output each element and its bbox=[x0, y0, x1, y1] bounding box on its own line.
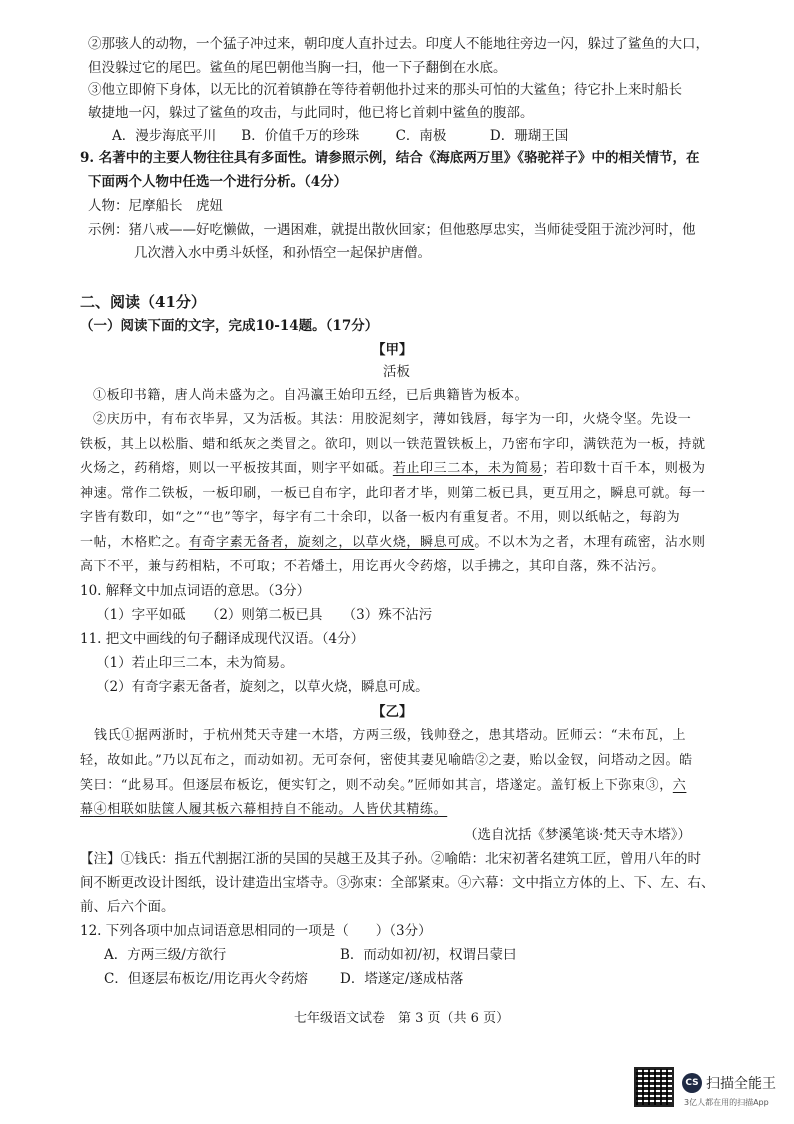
jia-line-5: 神速。常作二铁板，一板印刷，一板已自布字，此印者才毕，则第二板已具，更互用之，瞬息可就。每一 bbox=[80, 486, 706, 501]
note-line-2: 间不断更改设计图纸，设计建造出宝塔寺。③弥束：全部紧束。④六幕：文中指立方体的上、下、左、右、 bbox=[80, 875, 715, 891]
yi-line-3-text: 笑曰：“此易耳。但逐层布板讫，便实钉之，则不动矣。”匠师如其言，塔遂定。盖钉板上下弥束③， bbox=[80, 778, 673, 793]
note-line-3: 前、后六个面。 bbox=[80, 899, 175, 915]
options-row bbox=[112, 126, 568, 146]
q9-example-line-1: 示例：猪八戒——好吃懒做，一遇困难，就提出散伙回家；但他憨厚忠实，当师徒受阻于流沙河时，他 bbox=[88, 222, 696, 238]
jia-line-2: ②庆历中，有布衣毕昇，又为活板。其法：用胶泥刻字，薄如钱唇，每字为一印，火烧令坚。先设一 bbox=[93, 412, 692, 427]
camscanner-tagline: 3亿人都在用的扫描App bbox=[684, 1098, 769, 1107]
text-jia-mark: 【甲】 bbox=[372, 342, 413, 358]
q11-stem: 11. 把文中画线的句子翻译成现代汉语。（4分） bbox=[80, 631, 365, 647]
yi-line-4-underlined: 幕 bbox=[80, 802, 94, 817]
camscanner-name: 扫描全能王 bbox=[706, 1076, 776, 1092]
text-yi-mark: 【乙】 bbox=[372, 704, 413, 720]
yi-source: （选自沈括《梦溪笔谈·梵天寺木塔》） bbox=[464, 827, 692, 843]
jia-line-7-start: 一帖，木格贮之。 bbox=[80, 535, 189, 550]
yi-line-3 bbox=[80, 776, 686, 796]
jia-line-6: 字皆有数印，如“之”“也”等字，每字有二十余印，以备一板内有重复者。不用，则以纸帖之，每韵为 bbox=[80, 510, 681, 525]
option-c: C．南极 bbox=[395, 128, 447, 144]
note-line-1: 【注】①钱氏：指五代割据江浙的吴国的吴越王及其子孙。②喻皓：北宋初著名建筑工匠，曾用八年的时 bbox=[80, 851, 701, 867]
q9-stem-line-1: 9. 名著中的主要人物往往具有多面性。请参照示例，结合《海底两万里》《骆驼祥子》中的相关情节，在 bbox=[80, 150, 700, 166]
jia-line-4-end: ；若印数十百千本，则极为 bbox=[542, 461, 706, 476]
jia-line-4-start: 火炀之，药稍熔，则以一平板按其面，则字平如砥。 bbox=[80, 461, 393, 476]
jia-line-1: ①板印书籍，唐人尚未盛为之。自冯瀛王始印五经，已后典籍皆为板本。 bbox=[93, 388, 529, 403]
q12-option-a: A．方两三级/方欲行 bbox=[104, 947, 227, 963]
q9-stem-line-2: 下面两个人物中任选一个进行分析。（4分） bbox=[88, 174, 348, 190]
underlined-sentence-1: 若止印三二本，未为简易 bbox=[392, 461, 543, 476]
qr-code-icon bbox=[634, 1067, 674, 1107]
page-footer: 七年级语文试卷 第 3 页（共 6 页） bbox=[294, 1011, 510, 1026]
yi-line-2: 轻，故如此。”乃以瓦布之，而动如初。无可奈何，密使其妻见喻皓②之妻，贻以金钗，问塔动之因。皓 bbox=[80, 753, 693, 768]
q10-stem: 10. 解释文中加点词语的意思。（3分） bbox=[80, 583, 311, 599]
paragraph-3-line-2: 敏捷地一闪，躲过了鲨鱼的攻击，与此同时，他已将匕首刺中鲨鱼的腹部。 bbox=[88, 105, 534, 121]
q9-example-line-2: 几次潜入水中勇斗妖怪，和孙悟空一起保护唐僧。 bbox=[134, 245, 431, 261]
q12-option-b: B．而动如初/初，权谓吕蒙曰 bbox=[340, 947, 517, 963]
option-a: A．漫步海底平川 bbox=[112, 128, 217, 144]
paragraph-2-line-1: ②那骇人的动物，一个猛子冲过来，朝印度人直扑过去。印度人不能地往旁边一闪，躲过了鲨鱼的大口， bbox=[88, 36, 709, 52]
q10-items: （1）字平如砥 （2）则第二板已具 （3）殊不沾污 bbox=[96, 607, 433, 623]
underlined-sentence-2: 有奇字素无备者，旋刻之，以草火烧，瞬息可成 bbox=[188, 535, 475, 550]
yi-line-1: 钱氏①据两浙时，于杭州梵天寺建一木塔，方两三级，钱帅登之，患其塔动。匠师云：“未布瓦，上 bbox=[94, 728, 687, 743]
jia-line-3: 铁板，其上以松脂、蜡和纸灰之类冒之。欲印，则以一铁范置铁板上，乃密布字印，满铁范为一板，持就 bbox=[80, 437, 706, 452]
q12-option-d: D．塔遂定/遂成枯落 bbox=[340, 971, 464, 987]
jia-line-4 bbox=[80, 459, 706, 479]
section-2-title: 二、阅读（41分） bbox=[80, 293, 206, 311]
yi-line-4-text: ④相联如胠箧人履其板六幕相持自不能动。人皆伏其精练。 bbox=[93, 802, 448, 817]
option-b: B．价值千万的珍珠 bbox=[241, 128, 360, 144]
q11-item-2: （2）有奇字素无备者，旋刻之，以草火烧，瞬息可成。 bbox=[96, 679, 429, 695]
jia-line-7-end: 。不以木为之者，木理有疏密，沾水则 bbox=[474, 535, 706, 550]
q9-characters: 人物：尼摩船长 虎妞 bbox=[88, 198, 223, 214]
jia-line-7 bbox=[80, 533, 706, 553]
q12-option-c: C．但逐层布板讫/用讫再火令药熔 bbox=[104, 971, 308, 987]
option-d: D．珊瑚王国 bbox=[489, 128, 569, 144]
section-2-subtitle: （一）阅读下面的文字，完成10-14题。（17分） bbox=[80, 318, 379, 334]
paragraph-2-line-2: 但没躲过它的尾巴。鲨鱼的尾巴朝他当胸一扫，他一下子翻倒在水底。 bbox=[88, 60, 507, 76]
q11-item-1: （1）若止印三二本，未为简易。 bbox=[96, 655, 294, 671]
camscanner-logo-icon: CS bbox=[682, 1073, 702, 1093]
paragraph-3-line-1: ③他立即俯下身体，以无比的沉着镇静在等待着朝他扑过来的那头可怕的大鲨鱼；待它扑上来时船长 bbox=[88, 82, 682, 98]
yi-line-3-underlined: 六 bbox=[672, 778, 687, 793]
yi-line-4 bbox=[80, 800, 447, 820]
q12-stem: 12. 下列各项中加点词语意思相同的一项是（ ）（3分） bbox=[80, 923, 432, 939]
text-jia-title: 活板 bbox=[383, 364, 410, 380]
jia-line-8: 高下不平，兼与药相粘，不可取；不若燔土，用讫再火令药熔，以手拂之，其印自落，殊不沾污。 bbox=[80, 559, 665, 574]
